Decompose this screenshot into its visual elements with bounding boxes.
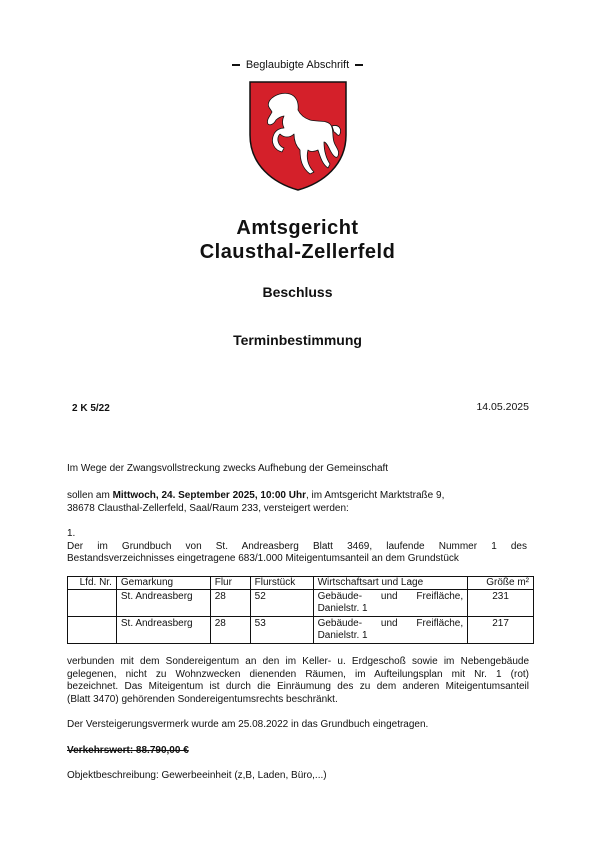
cell-lage-line-1: Gebäude- und Freifläche, [317,618,464,629]
cell-flur: 28 [210,590,250,617]
sondereigentum-line-2: gelegenen, nicht zu Wohnzwecken dienenden Räumen, im Aufteilungsplan mit Nr. 1 (rot) [67,668,529,680]
item-paragraph [67,528,527,566]
cell-lage [313,590,468,617]
court-name [0,216,595,264]
col-header-groesse: Größe m² [468,577,534,590]
sondereigentum-line-4: (Blatt 3470) gehörenden Sondereigentumsrechts beschränkt. [67,693,338,705]
sondereigentum-line-1: verbunden mit dem Sondereigentum an den im Keller- u. Erdgeschoß sowie im Nebengebäude [67,656,529,667]
vermerk-paragraph: Der Versteigerungsvermerk wurde am 25.08.2022 in das Grundbuch eingetragen. [67,719,429,730]
caption-dash-left [232,64,240,66]
cell-groesse: 217 [468,617,534,644]
caption-dash-right [355,64,363,66]
cell-nr [68,617,117,644]
schedule-pre: sollen am [67,490,113,501]
col-header-flurstueck: Flurstück [250,577,313,590]
col-header-nr: Lfd. Nr. [68,577,117,590]
item-number: 1. [67,528,76,539]
certified-copy-text: Beglaubigte Abschrift [245,59,350,71]
object-description: Objektbeschreibung: Gewerbeeinheit (z,B, Laden, Büro,...) [67,770,327,781]
court-line-1: Amtsgericht [236,217,359,239]
court-line-2: Clausthal-Zellerfeld [199,241,396,263]
col-header-lage: Wirtschaftsart und Lage [313,577,468,590]
schedule-paragraph [67,490,528,515]
cell-gemarkung: St. Andreasberg [116,617,210,644]
document-date: 14.05.2025 [476,401,529,413]
table-row [68,590,534,617]
cell-lage [313,617,468,644]
market-value-text: Verkehrswert: 88.790,00 € [67,745,189,756]
auction-date: Mittwoch, 24. September 2025, 10:00 Uhr [112,490,306,501]
cell-lage-line-1: Gebäude- und Freifläche, [317,591,464,602]
market-value [67,745,528,758]
cell-nr [68,590,117,617]
col-header-flur: Flur [210,577,250,590]
land-register-table [67,576,534,644]
lower-saxony-horse-crest-icon [248,80,348,192]
table-header-row [68,577,534,590]
cell-flur: 28 [210,617,250,644]
item-line-1: Der im Grundbuch von St. Andreasberg Blatt 3469, laufende Nummer 1 des [67,540,527,552]
certified-copy-caption [0,59,595,71]
schedule-post: , im Amtsgericht Marktstraße 9, [305,490,445,501]
col-header-gemarkung: Gemarkung [116,577,210,590]
table-row [68,617,534,644]
sondereigentum-paragraph [67,656,529,706]
case-number: 2 K 5/22 [72,403,110,414]
document-type: Beschluss [262,284,333,300]
intro-paragraph: Im Wege der Zwangsvollstreckung zwecks Aufhebung der Gemeinschaft [67,463,389,474]
schedule-line-2: 38678 Clausthal-Zellerfeld, Saal/Raum 233, versteigert werden: [67,502,349,514]
schedule-line-1 [67,490,528,503]
cell-flurstueck: 52 [250,590,313,617]
sondereigentum-line-3: bezeichnet. Das Miteigentum ist durch die Einräumung des zu dem anderen Miteigentumsanteil [67,681,529,692]
cell-lage-line-2: Danielstr. 1 [317,630,368,641]
cell-flurstueck: 53 [250,617,313,644]
cell-groesse: 231 [468,590,534,617]
cell-gemarkung: St. Andreasberg [116,590,210,617]
document-subject: Terminbestimmung [233,332,362,348]
item-line-2: Bestandsverzeichnisses eingetragene 683/1.000 Miteigentumsanteil an dem Grundstück [67,553,459,564]
cell-lage-line-2: Danielstr. 1 [317,603,368,614]
